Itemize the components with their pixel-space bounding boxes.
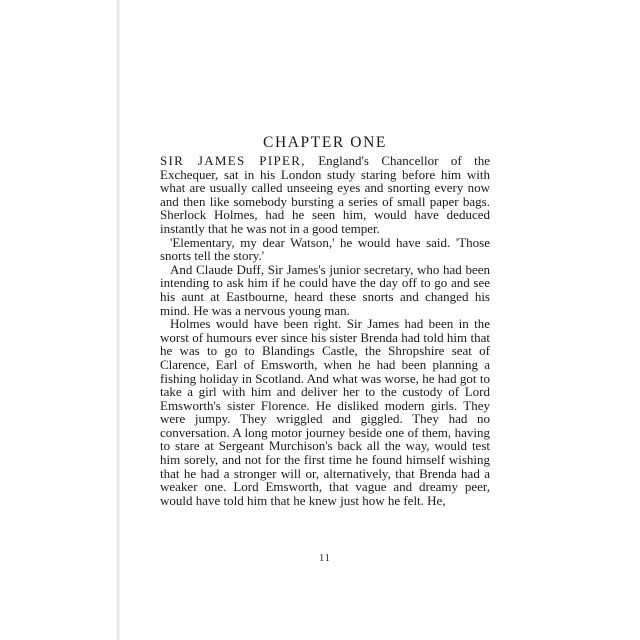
opening-caps: SIR JAMES PIPER,	[160, 153, 306, 168]
paragraph-1-text: England's Chancellor of the Exchequer, sat in his London study staring before him with what are usually called unseeing eyes and snorting every now and then like somebody bursting a series of small paper bags. Sherlock Holmes, had he seen him, would have deduced instantly that he was not in a good temper.	[160, 153, 490, 236]
body-text	[160, 154, 490, 507]
paragraph-3: And Claude Duff, Sir James's junior secretary, who had been intending to ask him if he could have the day off to go and see his aunt at Eastbourne, heard these snorts and changed his mind. He was a nervous young man.	[160, 261, 490, 318]
page-gutter	[116, 0, 120, 640]
page-number: 11	[319, 553, 331, 564]
chapter-title: CHAPTER ONE	[263, 134, 387, 151]
paragraph-1	[160, 154, 490, 236]
book-page	[160, 0, 490, 640]
paragraph-2: 'Elementary, my dear Watson,' he would have said. 'Those snorts tell the story.'	[160, 234, 490, 264]
paragraph-4: Holmes would have been right. Sir James had been in the worst of humours ever since his sister Brenda had told him that he was to go to Blandings Castle, the Shropshire seat of Clarence, Earl of Emsworth, when he had been planning a fishing holiday in Scotland. And what was worse, he had got to take a girl with him and deliver her to the custody of Lord Emsworth's sister Florence. He disliked modern girls. They were jumpy. They wriggled and giggled. They had no conversation. A long motor journey beside one of them, having to stare at Sergeant Murchison's back all the way, would test him sorely, and not for the first time he found himself wishing that he had a stronger will or, alternatively, that Brenda had a weaker one. Lord Emsworth, that vague and dreamy peer, would have told him that he knew just how he felt. He,	[160, 316, 490, 508]
